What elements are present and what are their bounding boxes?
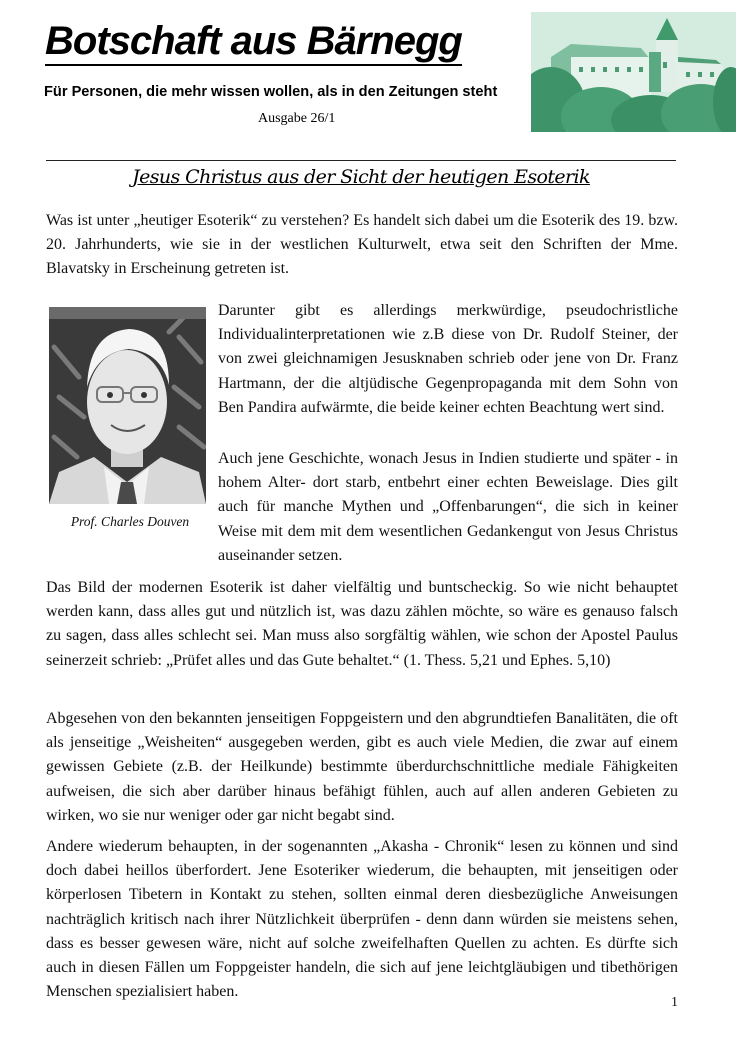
article-paragraph: Darunter gibt es allerdings merkwürdige, pseudochristliche Individualinterpretationen wie z.B diese von Dr. Rudolf Steiner, der von zwei gleichnamigen Jesusknaben schrieb oder jene von Dr. Franz Hartmann, der die altjüdische Gegenpropaganda mit dem Sohn von Ben Pandira aufwärmte, die beide keiner echten Beachtung wert sind. bbox=[218, 302, 678, 416]
issue-number: Ausgabe 26/1 bbox=[258, 111, 336, 126]
castle-engraving-icon bbox=[531, 12, 736, 132]
page-number: 1 bbox=[671, 995, 678, 1010]
article-title: Jesus Christus aus der Sicht der heutigen Esoterik bbox=[132, 166, 590, 188]
article-paragraph: Das Bild der modernen Esoterik ist daher vielfältig und buntscheckig. So wie nicht behauptet werden kann, dass alles gut und nützlich ist, was dazu zählen möchte, so wäre es genauso falsch zu sagen, dass alles schlecht sei. Man muss also sorgfältig wählen, wie schon der Apostel Paulus seinerzeit schrieb: „Prüfet alles und das Gute behaltet.“ (1. Thess. 5,21 und Ephes. 5,10) bbox=[46, 579, 678, 669]
article-paragraph: Was ist unter „heutiger Esoterik“ zu verstehen? Es handelt sich dabei um die Esoterik des 19. bzw. 20. Jahrhunderts, wie sie in der westlichen Kulturwelt, etwa seit den Schriften der Mme. Blavatsky in Erscheinung getreten ist. bbox=[46, 212, 678, 278]
castle-image bbox=[531, 12, 736, 132]
article-paragraph: Auch jene Geschichte, wonach Jesus in Indien studierte und später - in hohem Alter- dort starb, entbehrt einer echten Beweislage. Dies gilt auch für manche Mythen und „Offenbarungen“, die sich in keiner Weise mit dem mit dem wesentlichen Gedankengut von Jesus Christus auseinander setzen. bbox=[218, 450, 678, 564]
article-paragraph: Abgesehen von den bekannten jenseitigen Foppgeistern und den abgrundtiefen Banalitäten, die oft als jenseitige „Weisheiten“ ausgegeben werden, gibt es auch viele Medien, die zwar auf einem gewissen Gebiete (z.B. der Heilkunde) bestimmte überdurchschnittliche mediale Fähigkeiten aufweisen, die sich aber darüber hinaus befähigt fühlen, auch auf allen anderen Gebieten zu wirken, wo sie nur weniger oder gar nicht begabt sind. bbox=[46, 710, 678, 824]
portrait-photo bbox=[49, 307, 206, 504]
portrait-icon bbox=[49, 307, 206, 504]
masthead-subtitle: Für Personen, die mehr wissen wollen, als in den Zeitungen steht bbox=[44, 84, 498, 100]
masthead-title: Botschaft aus Bärnegg bbox=[45, 18, 462, 66]
header-divider bbox=[46, 160, 676, 161]
article-paragraph: Andere wiederum behaupten, in der sogenannten „Akasha - Chronik“ lesen zu können und sind doch dabei heillos überfordert. Jene Esoteriker wiederum, die behaupten, mit jenseitigen oder körperlosen Tibetern in Kontakt zu stehen, sollten einmal deren diesbezügliche Anweisungen nachträglich kritisch nach ihrer Nützlichkeit überprüfen - denn dann würden sie meistens sehen, dass es besser gewesen wäre, nicht auf solche zweifelhaften Quellen zu achten. Es dürfte sich auch in diesen Fällen um Foppgeister handeln, die sich auf jene leichtgläubigen und tibethörigen Menschen spezialisiert haben. bbox=[46, 838, 678, 1001]
photo-caption: Prof. Charles Douven bbox=[70, 514, 190, 529]
